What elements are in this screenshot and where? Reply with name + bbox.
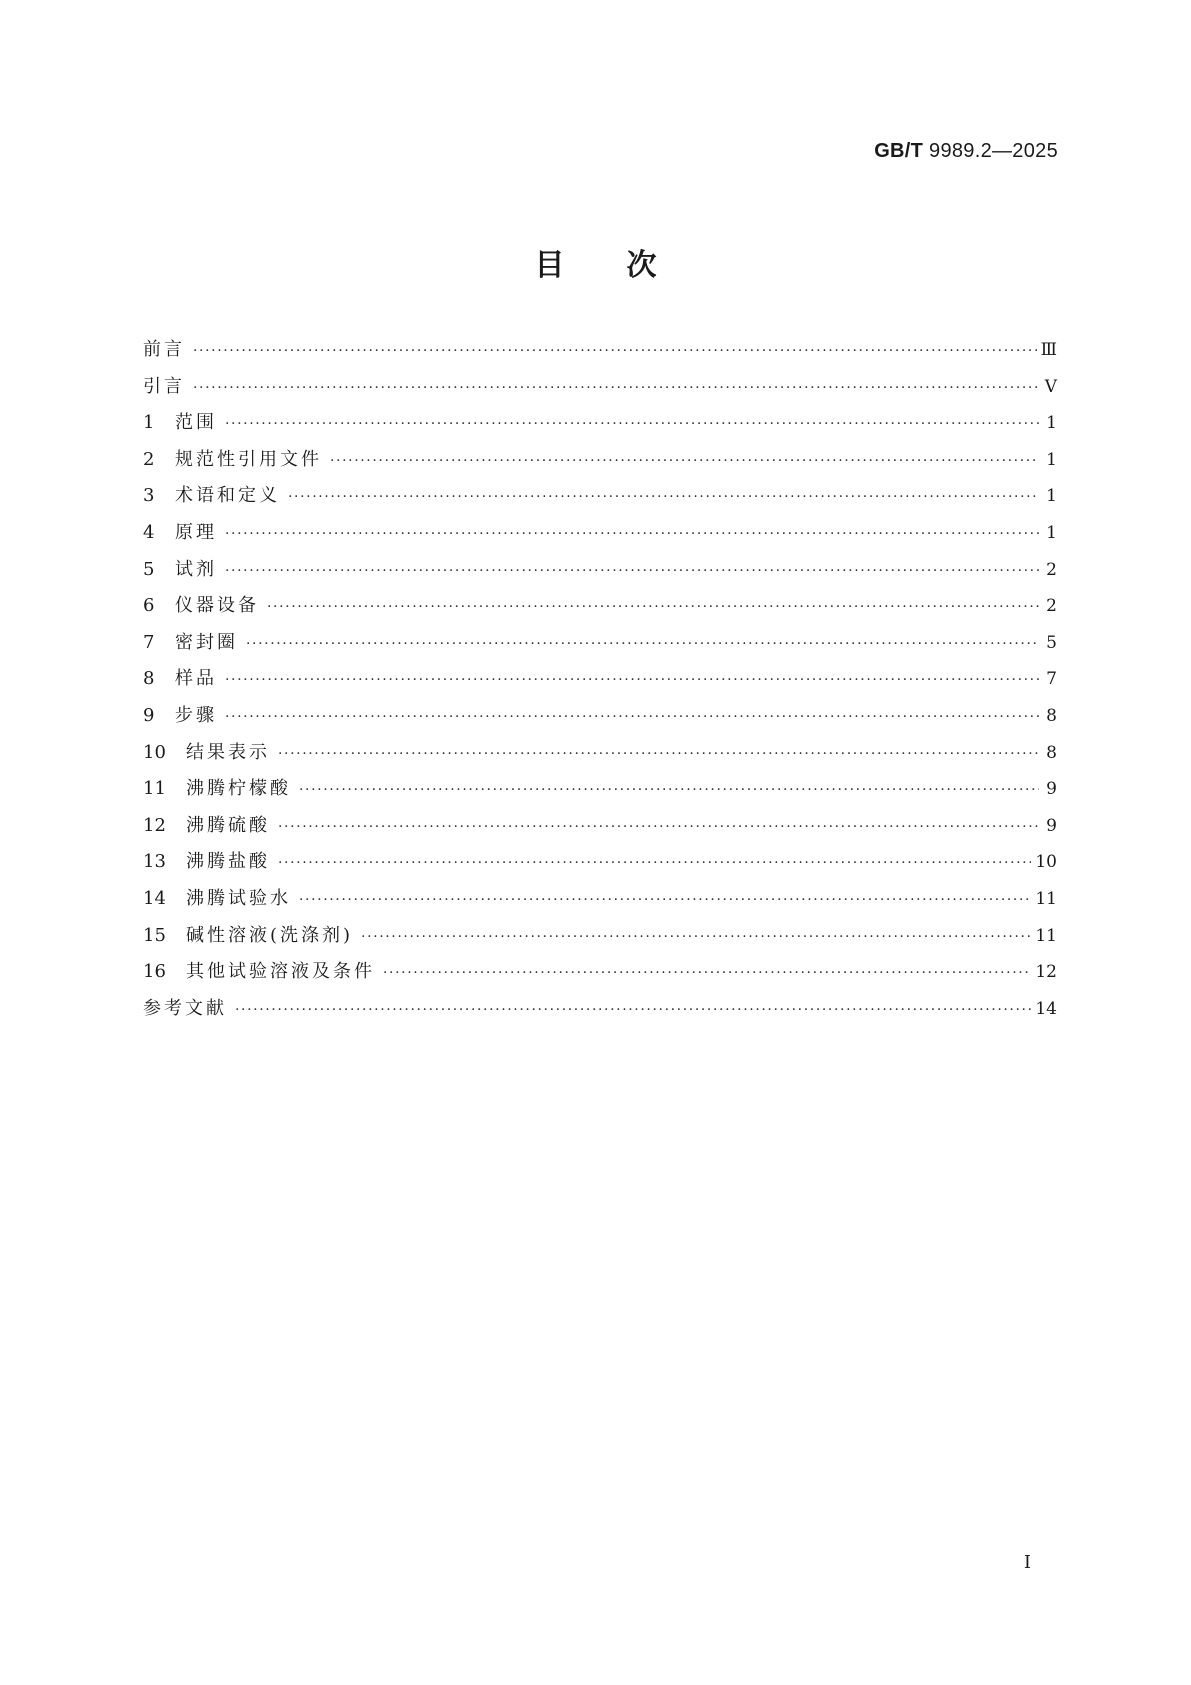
toc-entry-page: 1 [1046, 413, 1057, 434]
toc-entry-page: 11 [1035, 925, 1057, 946]
toc-entry-label: 沸腾硫酸 [186, 814, 270, 836]
toc-entry-label: 沸腾试验水 [186, 887, 291, 909]
toc-entry-label: 密封圈 [175, 631, 238, 653]
toc-entry[interactable] [143, 481, 1057, 518]
toc-entry-number: 16 [143, 961, 166, 983]
standard-code [874, 140, 1058, 163]
toc-entry-label: 沸腾盐酸 [186, 851, 270, 873]
toc-entry-label: 前言 [143, 339, 185, 360]
toc-entry-label: 仪器设备 [175, 595, 259, 617]
toc-entry[interactable] [143, 921, 1057, 958]
toc-entry-page: Ⅲ [1040, 340, 1057, 360]
toc-entry-page: 1 [1046, 486, 1057, 507]
toc-entry-label: 范围 [175, 412, 217, 434]
toc-entry-number: 11 [143, 778, 166, 800]
standard-number: 9989.2—2025 [929, 140, 1058, 162]
toc-entry-page: 14 [1035, 998, 1057, 1019]
toc-entry-page: 1 [1046, 522, 1057, 543]
toc-entry-number: 3 [143, 485, 155, 507]
toc-entry-label: 引言 [143, 375, 185, 397]
toc-entry[interactable] [143, 701, 1057, 738]
toc-entry-number: 12 [143, 814, 166, 836]
toc-entry[interactable] [143, 774, 1057, 811]
toc-entry-number: 4 [143, 521, 155, 543]
toc-entry-page: 2 [1046, 596, 1057, 617]
dot-leader [299, 892, 1031, 908]
toc-entry-label: 其他试验溶液及条件 [186, 961, 375, 983]
toc-entry-label: 结果表示 [186, 741, 270, 763]
dot-leader [225, 416, 1039, 432]
dot-leader [361, 929, 1031, 945]
dot-leader [235, 1002, 1031, 1018]
toc-entry[interactable] [143, 591, 1057, 628]
toc-entry-number: 10 [143, 741, 166, 763]
toc-entry-page: 12 [1035, 962, 1057, 983]
toc-entry-number: 2 [143, 448, 155, 470]
toc-entry-number: 7 [143, 631, 155, 653]
toc-entry-page: 10 [1035, 852, 1057, 873]
toc-entry-label: 沸腾柠檬酸 [186, 778, 291, 800]
dot-leader [267, 599, 1039, 615]
toc-entry[interactable] [143, 408, 1057, 445]
toc-entry[interactable] [143, 847, 1057, 884]
toc-entry[interactable] [143, 811, 1057, 848]
dot-leader [225, 672, 1039, 688]
toc-entry-label: 参考文献 [143, 997, 227, 1019]
toc-entry-number: 6 [143, 595, 155, 617]
page-number: Ⅰ [1023, 1552, 1031, 1573]
toc-entry-page: 1 [1046, 449, 1057, 470]
dot-leader [225, 526, 1039, 542]
dot-leader [278, 819, 1039, 835]
toc-entry-page: 9 [1046, 779, 1057, 800]
toc-entry-number: 14 [143, 887, 166, 909]
dot-leader [383, 965, 1031, 981]
toc-entry[interactable] [143, 445, 1057, 482]
toc-entry-page: 8 [1046, 705, 1057, 726]
toc-entry-label: 试剂 [175, 558, 217, 580]
toc-entry[interactable] [143, 738, 1057, 775]
dot-leader [246, 636, 1039, 652]
dot-leader [288, 489, 1039, 505]
dot-leader [193, 380, 1039, 396]
toc-title: 目次 [534, 248, 719, 283]
toc-entry-number: 13 [143, 851, 166, 873]
toc-entry-number: 15 [143, 924, 166, 946]
dot-leader [278, 746, 1039, 762]
toc-entry-number: 1 [143, 412, 155, 434]
toc-entry-page: 11 [1035, 888, 1057, 909]
toc-entry[interactable] [143, 994, 1057, 1031]
toc-entry-page: 5 [1046, 632, 1057, 653]
toc-entry-page: 7 [1046, 669, 1057, 690]
toc-entry[interactable] [143, 628, 1057, 665]
table-of-contents [143, 335, 1057, 1030]
toc-entry-label: 碱性溶液(洗涤剂) [186, 924, 354, 946]
toc-entry-number: 5 [143, 558, 155, 580]
toc-entry[interactable] [143, 555, 1057, 592]
dot-leader [330, 453, 1039, 469]
toc-entry-label: 术语和定义 [175, 485, 280, 507]
dot-leader [193, 343, 1037, 359]
dot-leader [299, 782, 1039, 798]
toc-entry[interactable] [143, 335, 1057, 372]
toc-entry[interactable] [143, 957, 1057, 994]
toc-entry-page: Ⅴ [1044, 376, 1057, 397]
toc-entry-number: 9 [143, 704, 155, 726]
toc-entry-label: 样品 [175, 668, 217, 690]
toc-entry[interactable] [143, 372, 1057, 409]
toc-entry-page: 2 [1046, 559, 1057, 580]
toc-entry-label: 原理 [175, 521, 217, 543]
toc-entry-number: 8 [143, 668, 155, 690]
toc-entry[interactable] [143, 518, 1057, 555]
toc-entry-page: 9 [1046, 815, 1057, 836]
dot-leader [225, 709, 1039, 725]
toc-entry[interactable] [143, 664, 1057, 701]
toc-entry[interactable] [143, 884, 1057, 921]
toc-entry-label: 规范性引用文件 [175, 448, 322, 470]
standard-prefix: GB/T [874, 140, 924, 162]
dot-leader [278, 855, 1031, 871]
toc-entry-label: 步骤 [175, 704, 217, 726]
dot-leader [225, 563, 1039, 579]
toc-entry-page: 8 [1046, 742, 1057, 763]
